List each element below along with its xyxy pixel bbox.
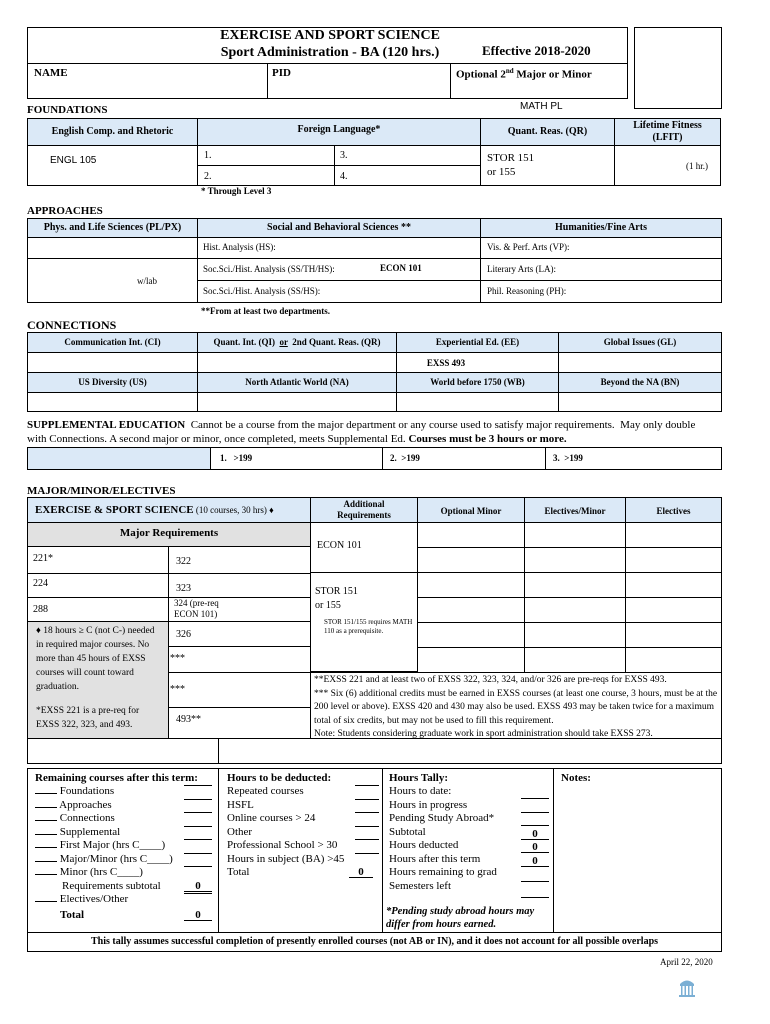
old-well-logo-icon bbox=[678, 976, 696, 998]
supp-2[interactable]: 2. >199 bbox=[390, 453, 420, 463]
tally-disclaimer: This tally assumes successful completion of presently enrolled courses (not AB or IN), and it does not account for all possible overlaps bbox=[90, 936, 659, 947]
add-stor-151: STOR 151 bbox=[315, 586, 358, 597]
pid-label: PID bbox=[272, 67, 291, 79]
additional-req-header: Additional Requirements bbox=[337, 499, 391, 520]
supplemental-text: SUPPLEMENTAL EDUCATION Cannot be a course from the major department or any course used to satisfy major requirements. May only double with Connections. A second major or minor, once completed, meets Supplemental Ed. Courses must be 3 hours or more. bbox=[27, 419, 696, 445]
course-221: 221* bbox=[33, 553, 53, 564]
socsci-hs[interactable]: Soc.Sci./Hist. Analysis (SS/HS): bbox=[203, 286, 321, 296]
major-requirements-header: Major Requirements bbox=[119, 527, 219, 539]
approaches-heading: APPROACHES bbox=[27, 205, 103, 217]
tally-list: Hours to date: Hours in progress Pending Study Abroad* Subtotal 0 Hours deducted 0 Hours after this term 0 Hours remaining to grad Semesters left bbox=[389, 785, 551, 893]
effective-dates: Effective 2018-2020 bbox=[482, 43, 591, 58]
socsci-ths[interactable]: Soc.Sci./Hist. Analysis (SS/TH/HS): bbox=[203, 264, 335, 274]
ee-header: Experiential Ed. (EE) bbox=[435, 337, 520, 347]
approaches-note: **From at least two departments. bbox=[201, 306, 331, 316]
exss-493-ee: EXSS 493 bbox=[426, 358, 466, 368]
deduct-heading: Hours to be deducted: bbox=[227, 772, 332, 784]
na-header: North Atlantic World (NA) bbox=[245, 377, 349, 387]
electives-header: Electives bbox=[656, 506, 691, 516]
electives-minor-header: Electives/Minor bbox=[544, 506, 606, 516]
literary-arts[interactable]: Literary Arts (LA): bbox=[487, 264, 556, 274]
course-224: 224 bbox=[33, 578, 48, 589]
vis-perf-arts[interactable]: Vis. & Perf. Arts (VP): bbox=[487, 242, 570, 252]
ss-header: Social and Behavioral Sciences ** bbox=[267, 222, 411, 233]
lfit-hours: (1 hr.) bbox=[686, 161, 708, 171]
exss-major-header: EXERCISE & SPORT SCIENCE (10 courses, 30 hrs) ♦ bbox=[35, 504, 274, 516]
course-323: 323 bbox=[176, 583, 191, 594]
name-label: NAME bbox=[34, 67, 68, 79]
fl-1[interactable]: 1. bbox=[204, 150, 212, 161]
fl-4[interactable]: 4. bbox=[340, 171, 348, 182]
course-322: 322 bbox=[176, 556, 191, 567]
econ-101: ECON 101 bbox=[380, 263, 422, 273]
lfit-header: Lifetime Fitness (LFIT) bbox=[633, 120, 702, 143]
supp-1[interactable]: 1. >199 bbox=[220, 453, 253, 463]
photo-box bbox=[634, 27, 722, 109]
major-hours-note: ♦ 18 hours ≥ C (not C-) needed in required major courses. No more than 45 hours of EXSS courses will count toward graduation. bbox=[36, 626, 155, 692]
english-header: English Comp. and Rhetoric bbox=[51, 126, 174, 137]
form-subtitle: Sport Administration - BA (120 hrs.) bbox=[220, 45, 440, 60]
major-heading: MAJOR/MINOR/ELECTIVES bbox=[27, 485, 176, 497]
notes-heading: Notes: bbox=[561, 772, 591, 784]
optional-major-label: Optional 2nd Major or Minor bbox=[456, 67, 592, 81]
course-493: 493** bbox=[176, 714, 201, 725]
course-288: 288 bbox=[33, 604, 48, 615]
bn-header: Beyond the NA (BN) bbox=[600, 377, 680, 387]
humanities-header: Humanities/Fine Arts bbox=[555, 222, 647, 233]
foreign-language-header: Foreign Language* bbox=[297, 124, 381, 135]
foreign-language-note: * Through Level 3 bbox=[201, 186, 272, 196]
exss221-note: *EXSS 221 is a pre-req for EXSS 322, 323, and 493. bbox=[36, 706, 140, 730]
course-326: 326 bbox=[176, 629, 191, 640]
ci-header: Communication Int. (CI) bbox=[64, 337, 161, 347]
course-324: 324 (pre-req ECON 101) bbox=[174, 598, 219, 619]
or-155: or 155 bbox=[487, 166, 516, 178]
revision-date: April 22, 2020 bbox=[660, 957, 713, 967]
add-or-155: or 155 bbox=[315, 600, 341, 611]
wb-header: World before 1750 (WB) bbox=[430, 377, 525, 387]
gl-header: Global Issues (GL) bbox=[603, 337, 677, 347]
foundations-heading: FOUNDATIONS bbox=[27, 104, 108, 116]
form-title: EXERCISE AND SPORT SCIENCE bbox=[220, 28, 440, 43]
engl-105: ENGL 105 bbox=[50, 155, 97, 166]
stor-prereq-note: STOR 151/155 requires MATH 110 as a prerequisite. bbox=[324, 618, 413, 635]
stor-151: STOR 151 bbox=[487, 152, 535, 164]
hist-analysis[interactable]: Hist. Analysis (HS): bbox=[203, 242, 276, 252]
remaining-heading: Remaining courses after this term: bbox=[35, 772, 198, 784]
pl-header: Phys. and Life Sciences (PL/PX) bbox=[43, 222, 182, 233]
tally-heading: Hours Tally: bbox=[389, 772, 448, 784]
quant-reas-header: Quant. Reas. (QR) bbox=[507, 126, 588, 137]
us-header: US Diversity (US) bbox=[78, 377, 147, 387]
qi-header: Quant. Int. (QI) or 2nd Quant. Reas. (QR) bbox=[213, 337, 381, 347]
remaining-list: Foundations Approaches Connections Supplemental First Major (hrs C____) Major/Minor (hrs C____) Minor (hrs C____) Requirements subtotal 0 Electives/Other Total 0 bbox=[35, 785, 213, 922]
fl-2[interactable]: 2. bbox=[204, 171, 212, 182]
math-pl-label: MATH PL bbox=[520, 101, 563, 112]
connections-heading: CONNECTIONS bbox=[27, 318, 117, 332]
supp-3[interactable]: 3. >199 bbox=[553, 453, 583, 463]
wlab-label: w/lab bbox=[137, 276, 157, 286]
add-econ-101: ECON 101 bbox=[317, 540, 362, 551]
phil-reasoning[interactable]: Phil. Reasoning (PH): bbox=[487, 286, 567, 296]
fl-3[interactable]: 3. bbox=[340, 150, 348, 161]
pending-abroad-note: *Pending study abroad hours may differ from hours earned. bbox=[386, 906, 535, 930]
elective-slot-2: *** bbox=[170, 684, 185, 695]
major-notes: **EXSS 221 and at least two of EXSS 322, 323, 324, and/or 326 are pre-reqs for EXSS 493. *** Six (6) additional credits must be earned in EXSS courses (at least one course, 3 hours, must be at the 200 level or above). EXSS 420 and 430 may also be used. EXSS 493 may be taken twice for a maximum total of six credits, but may not be used to fill this requirement. Note: Students considering graduate work in sport administration should take EXSS 273. bbox=[314, 675, 718, 739]
deduct-list: Repeated courses HSFL Online courses > 24 Other Professional School > 30 Hours in subject (BA) >45 Total 0 bbox=[227, 785, 379, 880]
elective-slot-1: *** bbox=[170, 653, 185, 664]
optional-minor-header: Optional Minor bbox=[440, 506, 502, 516]
